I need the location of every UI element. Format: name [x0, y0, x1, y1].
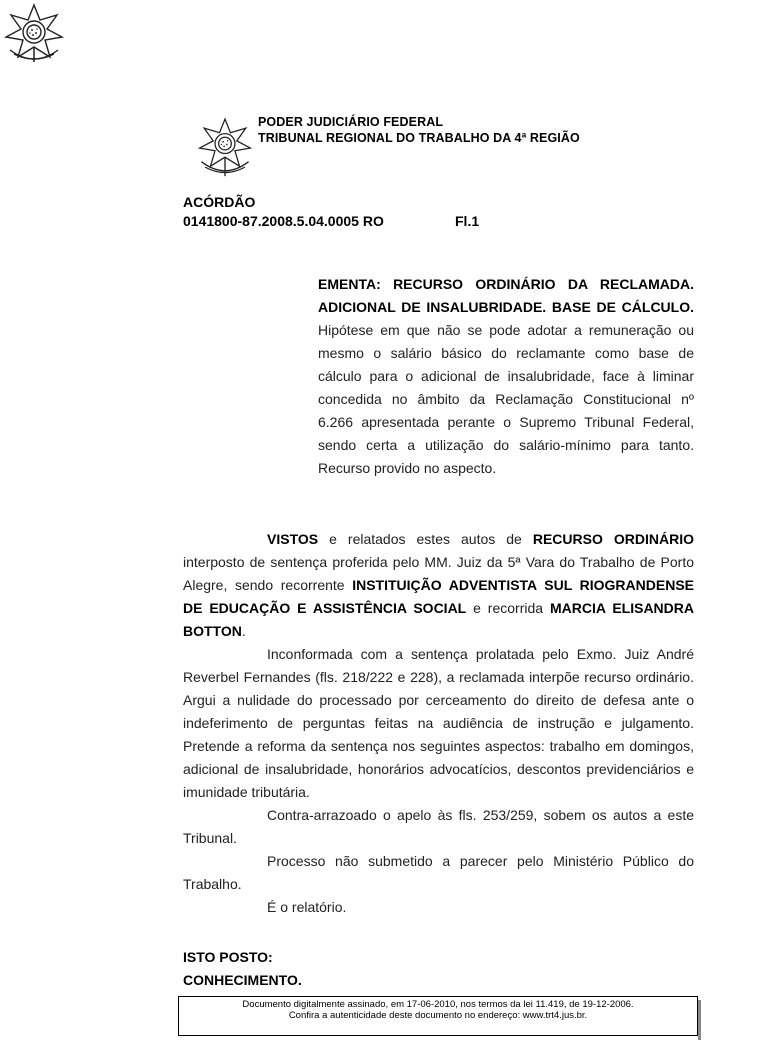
paragraph-relatorio: É o relatório. — [267, 899, 347, 915]
text-span: e relatados estes autos de — [318, 531, 533, 547]
text-span: . — [241, 623, 246, 639]
section-conhecimento: CONHECIMENTO. — [183, 972, 302, 988]
text-recorrente: INSTITUIÇÃO ADVENTISTA SUL RIOGRANDENSE DE EDUCAÇÃO E ASSISTÊNCIA SOCIAL — [183, 577, 694, 616]
ementa-heading: EMENTA: RECURSO ORDINÁRIO DA RECLAMADA. ADICIONAL DE INSALUBRIDADE. BASE DE CÁLCULO. — [318, 276, 694, 315]
section-isto-posto: ISTO POSTO: — [183, 949, 273, 965]
page-label: Fl.1 — [455, 213, 480, 229]
paragraph-inconformada: Inconformada com a sentença prolatada pelo Exmo. Juiz André Reverbel Fernandes (fls. 218/222 e 228), a reclamada interpõe recurso ordinário. Argui a nulidade do processado por cerceamento do direito de defesa ante o indeferimento de perguntas feitas na audiência de instrução e julgamento. Pretende a reforma da sentença nos seguintes aspectos: trabalho em domingos, adicional de insalubridade, honorários advocatícios, descontos previdenciários e imunidade tributária. — [183, 646, 694, 800]
brazil-coat-of-arms-icon — [196, 116, 254, 182]
digital-signature-footer — [178, 996, 698, 1036]
footer-authenticity-line: Confira a autenticidade deste documento no endereço: www.trt4.jus.br. — [288, 1010, 588, 1021]
ementa-block — [318, 273, 694, 480]
text-recurso-ordinario: RECURSO ORDINÁRIO — [532, 531, 694, 547]
text-recorrida: MARCIA ELISANDRA BOTTON — [183, 600, 694, 639]
header-line-tribunal: TRIBUNAL REGIONAL DO TRABALHO DA 4ª REGIÃO — [258, 131, 580, 145]
coat-of-arms-seal-top — [2, 2, 66, 66]
text-span: interposto de sentença proferida pelo MM. Juiz da 5ª Vara do Trabalho de Porto Alegre, sendo recorrente — [183, 554, 694, 593]
paragraph-vistos — [183, 528, 694, 643]
process-number: 0141800-87.2008.5.04.0005 RO — [183, 213, 384, 229]
report-body — [183, 528, 694, 919]
text-span: e recorrida — [466, 600, 550, 616]
paragraph-ministerio-publico: Processo não submetido a parecer pelo Ministério Público do Trabalho. — [183, 853, 694, 892]
ementa-text: Hipótese em que não se pode adotar a remuneração ou mesmo o salário básico do reclamante como base de cálculo para o adicional de insalubridade, face à liminar concedida no âmbito da Reclamação Constitucional nº 6.266 apresentada perante o Supremo Tribunal Federal, sendo certa a utilização do salário-mínimo para tanto. Recurso provido no aspecto. — [318, 322, 694, 476]
paragraph-contra-arrazoado: Contra-arrazoado o apelo às fls. 253/259, sobem os autos a este Tribunal. — [183, 807, 694, 846]
document-title: ACÓRDÃO — [183, 194, 256, 210]
text-vistos: VISTOS — [267, 531, 319, 547]
coat-of-arms-seal-header — [196, 116, 254, 182]
header-line-judiciary: PODER JUDICIÁRIO FEDERAL — [258, 115, 444, 129]
brazil-coat-of-arms-icon — [2, 2, 66, 66]
footer-signature-line: Documento digitalmente assinado, em 17-06-2010, nos termos da lei 11.419, de 19-12-2006. — [242, 999, 634, 1010]
